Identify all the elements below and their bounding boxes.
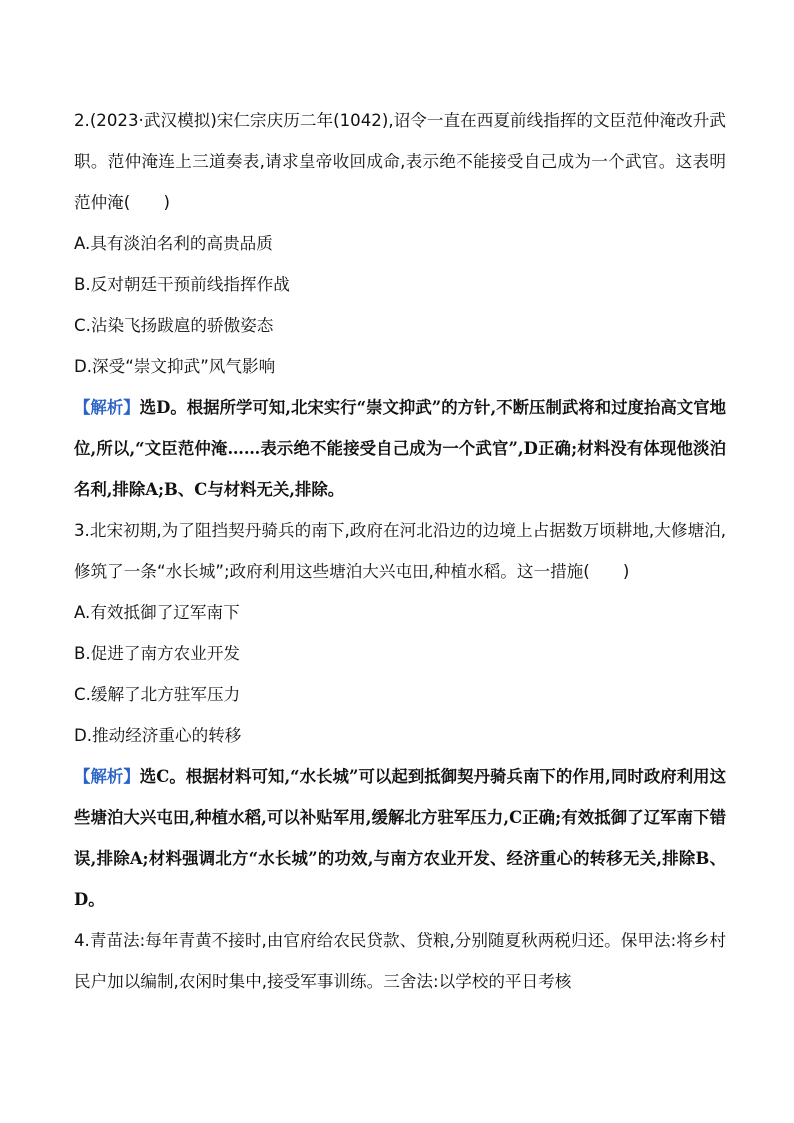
question-3-analysis-text: 选C。根据材料可知,“水长城”可以起到抵御契丹骑兵南下的作用,同时政府利用这些塘泊大兴屯田,种植水稻,可以补贴军用,缓解北方驻军压力,C正确;有效抵御了辽军南下错误,排除A;材料强调北方“水长城”的功效,与南方农业开发、经济重心的转移无关,排除B、D。: [74, 767, 727, 909]
question-3-option-c: C.缓解了北方驻军压力: [74, 685, 241, 704]
question-2-analysis: [74, 387, 726, 510]
question-2-option-c: C.沾染飞扬跋扈的骄傲姿态: [74, 316, 274, 335]
analysis-tag: 【解析】: [74, 398, 140, 417]
question-2-option-b: B.反对朝廷干预前线指挥作战: [74, 275, 290, 294]
question-2-stem: 2.(2023·武汉模拟)宋仁宗庆历二年(1042),诏令一直在西夏前线指挥的文臣范仲淹改升武职。范仲淹连上三道奏表,请求皇帝收回成命,表示绝不能接受自己成为一个武官。这表明范仲淹( ): [74, 111, 726, 212]
question-3-option-d: D.推动经济重心的转移: [74, 726, 242, 745]
question-4-stem: 4.青苗法:每年青黄不接时,由官府给农民贷款、贷粮,分别随夏秋两税归还。保甲法:将乡村民户加以编制,农闲时集中,接受军事训练。三舍法:以学校的平日考核: [74, 931, 726, 991]
analysis-tag: 【解析】: [74, 767, 140, 786]
question-3-option-a: A.有效抵御了辽军南下: [74, 603, 240, 622]
document-content: [74, 100, 726, 1002]
question-2-analysis-text: 选D。根据所学可知,北宋实行“崇文抑武”的方针,不断压制武将和过度抬高文官地位,所以,“文臣范仲淹……表示绝不能接受自己成为一个武官”,D正确;材料没有体现他淡泊名利,排除A;B、C与材料无关,排除。: [74, 398, 727, 499]
question-2-option-a: A.具有淡泊名利的高贵品质: [74, 234, 273, 253]
question-2-option-d: D.深受“崇文抑武”风气影响: [74, 357, 276, 376]
question-3-analysis: [74, 756, 726, 920]
question-3-stem: 3.北宋初期,为了阻挡契丹骑兵的南下,政府在河北沿边的边境上占据数万顷耕地,大修塘泊,修筑了一条“水长城”;政府利用这些塘泊大兴屯田,种植水稻。这一措施( ): [74, 521, 726, 581]
question-3-option-b: B.促进了南方农业开发: [74, 644, 241, 663]
